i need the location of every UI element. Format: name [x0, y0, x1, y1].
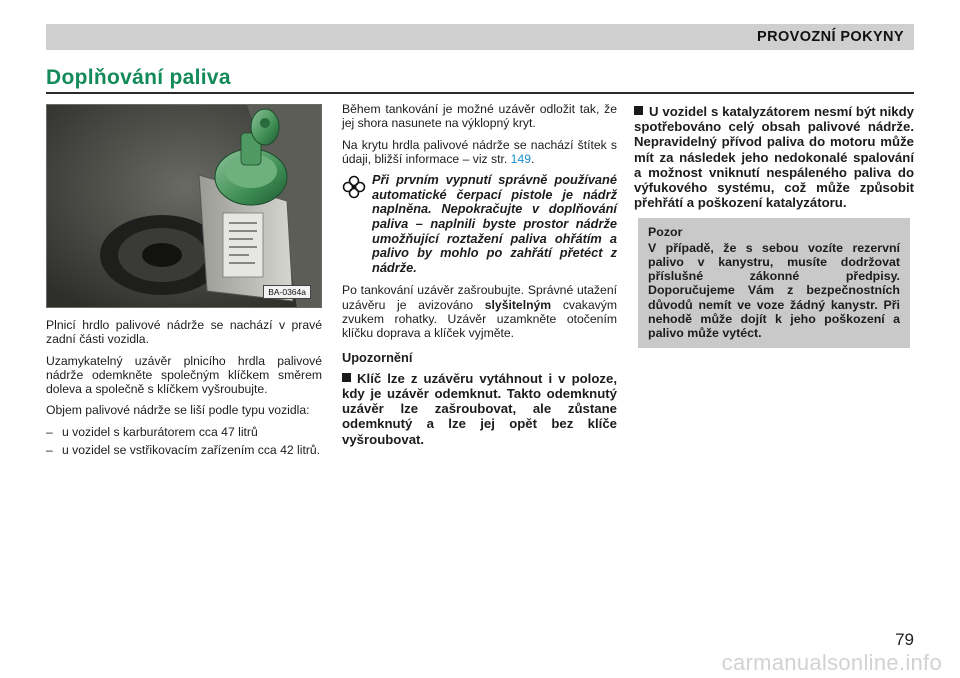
paragraph — [342, 138, 617, 167]
list-item — [46, 425, 322, 439]
caution-title: Pozor — [648, 225, 683, 240]
tip-note — [342, 173, 617, 275]
emphasized-word: slyšitelným — [484, 297, 552, 312]
dash-bullet: – — [46, 424, 53, 439]
column-2 — [342, 102, 617, 447]
title-divider — [46, 92, 914, 94]
tip-text: Při prvním vypnutí správně používané automatické čerpací pistole je nádrž naplněna. Nepokračujte v doplňování paliva – naplnili byste prostor nádrže umožňující roztažení paliva ohřátím a palivo by mohlo po zahřátí přetéct z nádrže. — [372, 172, 617, 275]
section-title: PROVOZNÍ POKYNY — [757, 29, 904, 45]
dash-bullet: – — [46, 443, 53, 458]
paragraph-text: Na krytu hrdla palivové nádrže se nachází štítek s údaji, bližší informace – viz str. — [342, 137, 617, 166]
watermark: carmanualsonline.info — [721, 650, 942, 675]
warning-text — [342, 371, 617, 447]
catalyst-warning — [634, 104, 914, 210]
paragraph: Uzamykatelný uzávěr plnicího hrdla palivové nádrže odemkněte společným klíčkem směrem doleva a společně s klíčkem vyšroubujte. — [46, 353, 322, 397]
notice-heading: Upozornění — [342, 349, 413, 365]
header-bar — [46, 24, 914, 50]
caution-box — [638, 218, 910, 348]
list-item-text: u vozidel se vstřikovacím zařízením cca 42 litrů. — [62, 443, 321, 458]
figure-label: BA-0364a — [263, 285, 311, 299]
column-1 — [46, 318, 322, 461]
warning-square-icon — [342, 373, 351, 382]
paragraph: Plnicí hrdlo palivové nádrže se nachází v pravé zadní části vozidla. — [46, 318, 322, 347]
warning-body: Klíč lze z uzávěru vytáhnout i v poloze, kdy je uzávěr odemknut. Takto odemknutý uzávěr lze zašroubovat, ale zůstane odemknutý a lze jej opět bez klíče vyšroubovat. — [342, 370, 617, 447]
paragraph-text: Po tankování uzávěr zašroubujte. Správné utažení uzávěru je avizováno — [342, 283, 617, 312]
fuel-filler-illustration — [47, 105, 322, 308]
column-3 — [634, 104, 914, 348]
list-item-text: u vozidel s karburátorem cca 47 litrů — [62, 424, 258, 439]
paragraph: Během tankování je možné uzávěr odložit tak, že jej shora nasunete na výklopný kryt. — [342, 102, 617, 131]
paragraph: Objem palivové nádrže se liší podle typu vozidla: — [46, 403, 310, 418]
page-title: Doplňování paliva — [46, 66, 231, 89]
warning-body: U vozidel s katalyzátorem nesmí být nikdy spotřebováno celý obsah palivové nádrže. Nepravidelný přívod paliva do motoru může mít za následek jeho nedokonalé spalování a možnost vniknutí nespáleného paliva do výfukového systému, což může způsobit přehřátí a poškození katalyzátoru. — [634, 104, 914, 211]
paragraph-text: . — [531, 151, 535, 166]
page-reference-link[interactable]: 149 — [510, 151, 532, 166]
page-number: 79 — [895, 630, 914, 649]
paragraph-text: cvakavým zvukem rohatky. Uzávěr uzamkněte otočením klíčku doprava a klíček vyjměte. — [342, 297, 617, 341]
warning-square-icon — [634, 106, 643, 115]
paragraph — [342, 283, 617, 340]
tip-flower-icon — [342, 173, 372, 275]
caution-text: V případě, že s sebou vozíte rezervní palivo v kanystru, musíte dodržovat příslušné zákonné předpisy. Doporučujeme Vám z bezpečnostních důvodů nemít ve voze žádný kanystr. Při nehodě může dojít k jeho poškození a palivo může vytéct. — [648, 240, 900, 340]
list-item — [46, 443, 322, 457]
fuel-filler-photo — [46, 104, 322, 308]
